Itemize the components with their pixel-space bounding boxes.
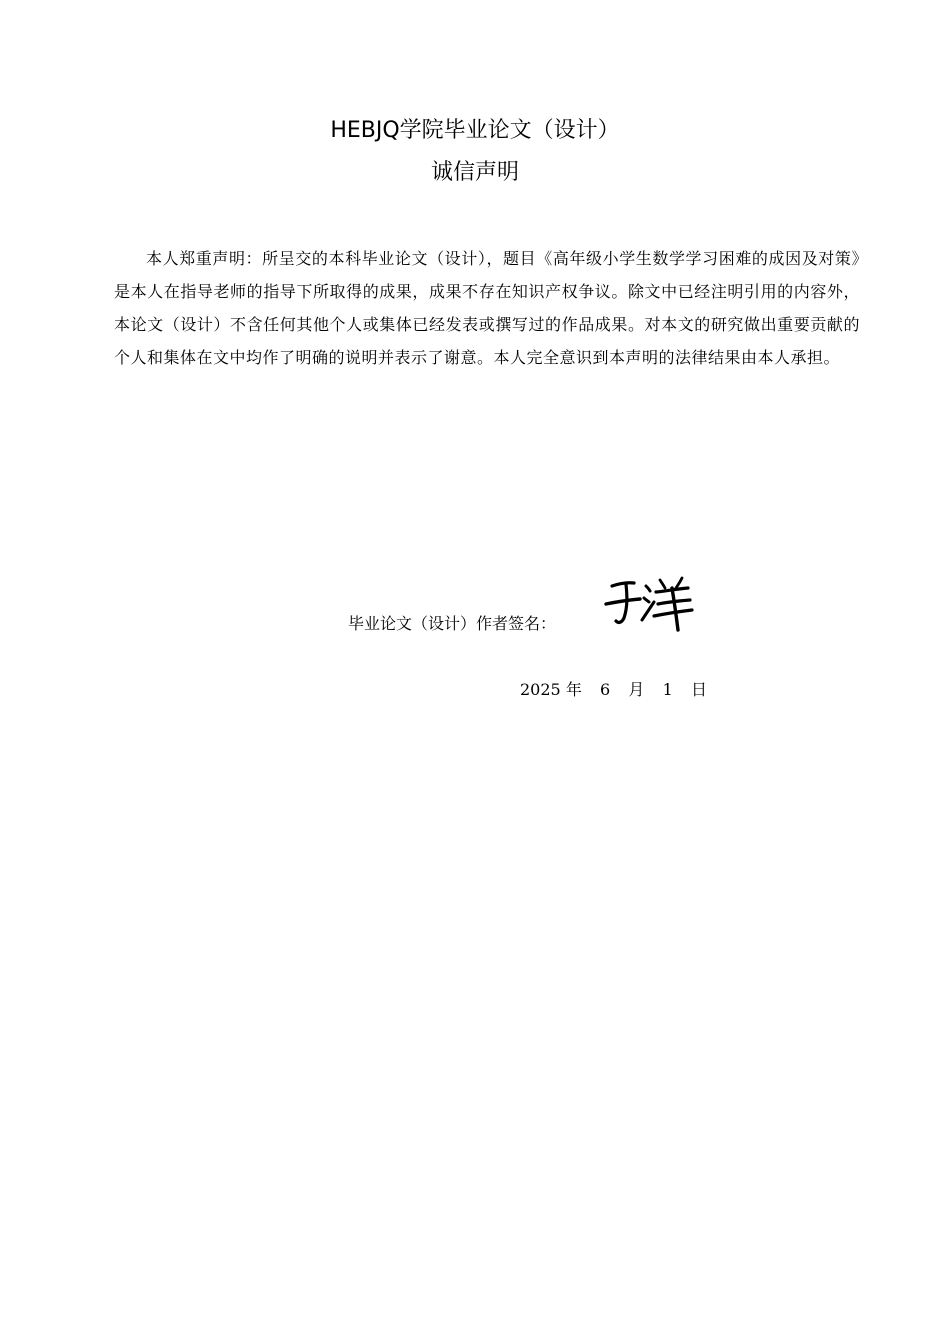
signature-row [348,612,556,636]
signature-label: 毕业论文（设计）作者签名： [348,614,557,633]
handwritten-signature [602,572,698,636]
date-day: 1 [662,680,673,699]
declaration-paragraph: 本人郑重声明：所呈交的本科毕业论文（设计），题目《高年级小学生数学学习困难的成因及对策》是本人在指导老师的指导下所取得的成果，成果不存在知识产权争议。除文中已经注明引用的内容外，本论文（设计）不含任何其他个人或集体已经发表或撰写过的作品成果。对本文的研究做出重要贡献的个人和集体在文中均作了明确的说明并表示了谢意。本人完全意识到本声明的法律结果由本人承担。 [114,249,860,367]
document-subtitle: 诚信声明 [430,160,519,185]
date-month-unit: 月 [628,680,645,699]
date-month: 6 [600,680,611,699]
signature-date [520,678,707,702]
date-year-unit: 年 [565,680,582,699]
date-day-unit: 日 [690,680,707,699]
date-year: 2025 [520,680,561,699]
document-title: HEBJQ学院毕业论文（设计） [330,118,620,143]
